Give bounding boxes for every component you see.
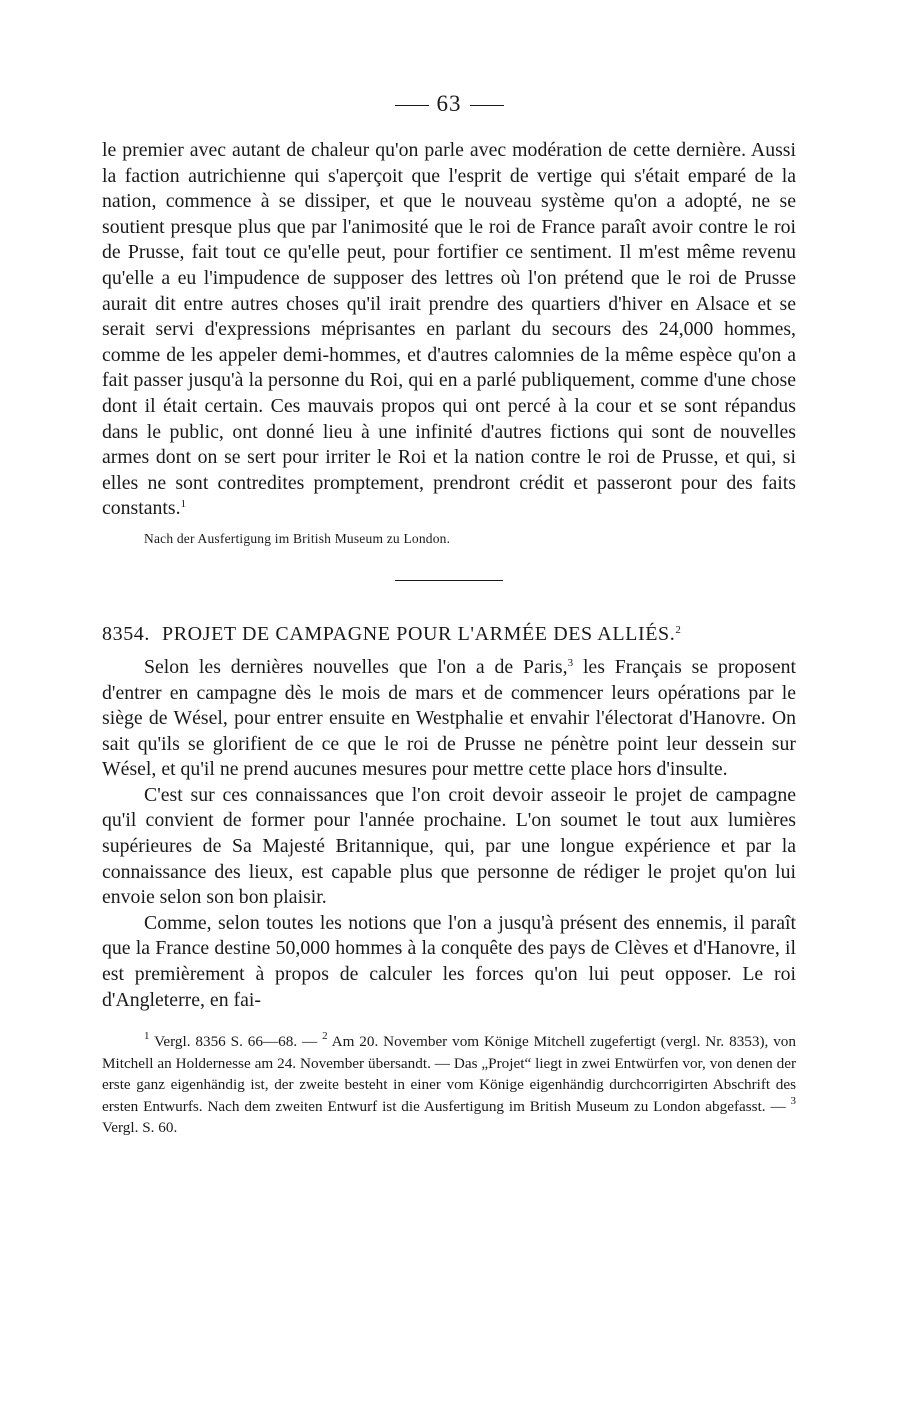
footnote-3-text: Vergl. S. 60. bbox=[102, 1119, 178, 1137]
body-paragraph-1-start: Selon les dernières nouvelles que l'on a de Paris, bbox=[144, 655, 568, 678]
body-paragraph-2: C'est sur ces connaissances que l'on croit devoir asseoir le projet de campagne qu'il convient de former pour l'année prochaine. L'on soumet le tout aux lumières supérieures de Sa Majesté Britannique, qui, par une longue expérience et par la connaissance des lieux, est capable plus que personne de rédiger le projet qu'on lui envoie selon son bon plaisir. bbox=[102, 783, 796, 909]
body-paragraph-1-rest: les Français se proposent d'entrer en campagne dès le mois de mars et de commencer leurs opérations par le siège de Wésel, pour entrer ensuite en Westphalie et envahir l'électorat d'Hanovre. On sait qu'ils se glorifient de ce que le roi de Prusse ne pénètre point leur dessein sur Wésel, et qu'il ne prend aucunes mesures pour mettre cette place hors d'insulte. bbox=[102, 655, 796, 781]
footnote-3-mark: 3 bbox=[790, 1094, 796, 1107]
footnote-ref-1: 1 bbox=[180, 498, 187, 511]
page-header bbox=[102, 84, 796, 124]
footnote-2-text: Am 20. November vom Könige Mitchell zugefertigt (vergl. Nr. 8353), von Mitchell an Holdernesse am 24. November übersandt. — Das „Projet“ liegt in zwei Entwürfen vor, von denen der erste ganz eigenhändig ist, der zweite besteht in einer vom Könige eigenhändig durchcorrigirten Abschrift des ersten Entwurfs. Nach dem zweiten Entwurf ist die Ausfertigung im British Museum zu London abgefasst. — bbox=[102, 1033, 796, 1115]
footnotes-text bbox=[102, 1031, 796, 1139]
document-number: 8354. bbox=[102, 622, 150, 645]
document-title: PROJET DE CAMPAGNE POUR L'ARMÉE DES ALLIÉS. bbox=[162, 622, 676, 645]
document-heading bbox=[102, 621, 796, 647]
footnotes-block bbox=[102, 1031, 796, 1139]
body-paragraph-3: Comme, selon toutes les notions que l'on a jusqu'à présent des ennemis, il paraît que la France destine 50,000 hommes à la conquête des pays de Clèves et d'Hanovre, il est premièrement à propos de calculer les forces qu'on lui peut opposer. Le roi d'Angleterre, en fai- bbox=[102, 911, 796, 1011]
footnote-1-text: Vergl. 8356 S. 66—68. — bbox=[149, 1033, 323, 1051]
header-dash-right bbox=[470, 105, 504, 106]
page-number: 63 bbox=[436, 91, 462, 116]
continued-letter-body: le premier avec autant de chaleur qu'on parle avec modération de cette dernière. Aussi la faction autrichienne qui s'aperçoit que l'esprit de vertige qui s'était emparé de la nation, commence à se dissiper, et que le nouveau système qu'on a adopté, ne se soutient presque plus que par l'animosité que le roi de France paraît avoir contre le roi de Prusse, fait tout ce qu'elle peut, pour fortifier ce sentiment. Il m'est même revenu qu'elle a eu l'impudence de supposer des lettres où l'on prétend que le roi de Prusse aurait dit entre autres choses qu'il irait prendre des quartiers d'hiver en Alsace et se serait servi d'expressions méprisantes en parlant du secours des 24,000 hommes, comme de les appeler demi-hommes, et d'autres calomnies de la même espèce qu'on a fait passer jusqu'à la personne du Roi, qui en a parlé publiquement, comme d'une chose dont il était certain. Ces mauvais propos qui ont percé à la cour et se sont répandus dans le public, ont donné lieu à une infinité d'autres fictions qui sont de nouvelles armes dont on se sert pour irriter le Roi et la nation contre le roi de Prusse, et qui, si elles ne sont contredites promptement, prendront crédit et passeront pour des faits constants. bbox=[102, 139, 796, 520]
body-paragraph-1 bbox=[102, 655, 796, 783]
footnote-1-mark: 1 bbox=[144, 1030, 150, 1043]
header-dash-left bbox=[395, 105, 429, 106]
footnote-2-mark: 2 bbox=[322, 1030, 328, 1043]
continued-letter-text bbox=[102, 138, 796, 522]
book-page bbox=[102, 84, 796, 1139]
source-note: Nach der Ausfertigung im British Museum zu London. bbox=[144, 530, 451, 546]
footnote-ref-3: 3 bbox=[567, 656, 574, 669]
footnote-ref-2: 2 bbox=[675, 623, 682, 636]
section-separator-rule bbox=[395, 580, 503, 581]
